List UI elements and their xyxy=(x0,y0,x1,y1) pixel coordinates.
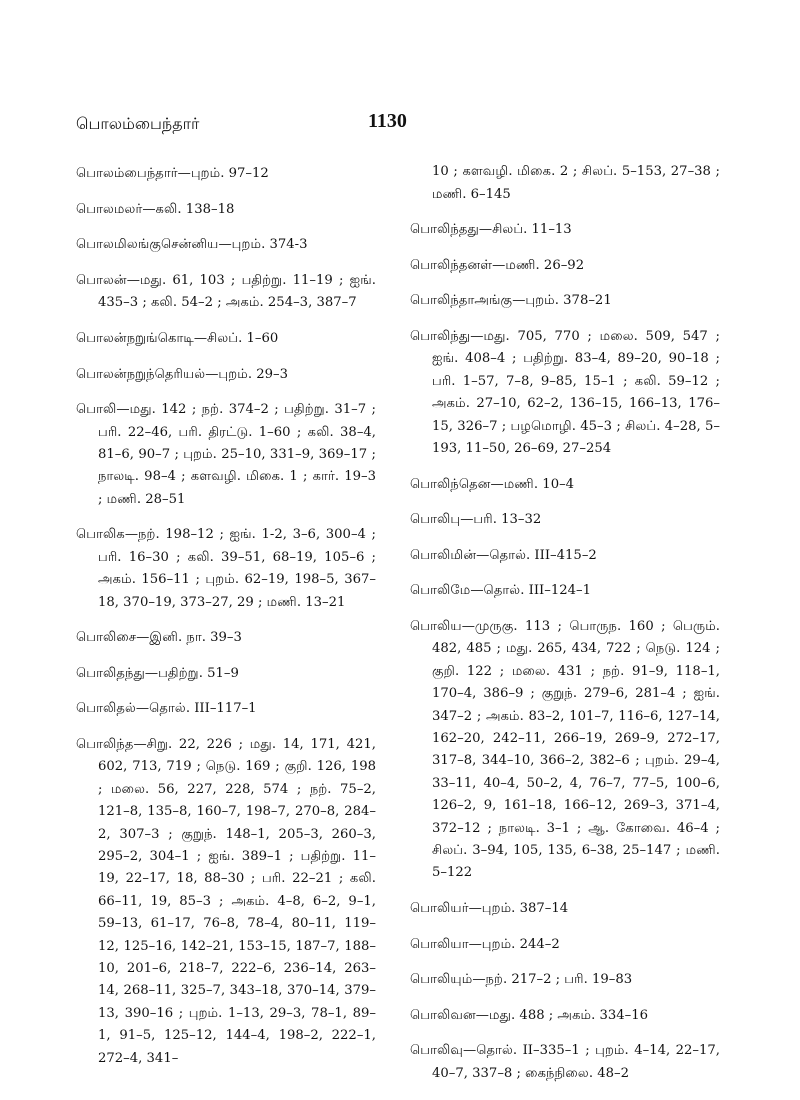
index-entry: பொலிந்தாஅங்கு—புறம். 378–21 xyxy=(410,293,612,309)
index-entry: பொலம்பைந்தார்—புறம். 97–12 xyxy=(76,166,269,182)
index-entry: பொலிதந்து—பதிற்று. 51–9 xyxy=(76,665,239,681)
page-header xyxy=(76,110,736,142)
index-entry: பொலிக—நற். 198–12 ; ஐங். 1-2, 3–6, 300–4 ; பரி. 16–30 ; கலி. 39–51, 68–19, 105–6 ; அகம். 156–11 ; புறம். 62–19, 198–5, 367–18, 370–19, 373–27, 29 ; மணி. 13–21 xyxy=(76,527,376,610)
index-entry: பொலிவு—தொல். II–335–1 ; புறம். 4–14, 22–17, 40–7, 337–8 ; கைந்நிலை. 48–2 xyxy=(410,1043,720,1081)
index-entry-continued: 10 ; களவழி. மிகை. 2 ; சிலப். 5–153, 27–38 ; மணி. 6–145 xyxy=(432,164,720,202)
index-entry: பொலிவன—மது. 488 ; அகம். 334–16 xyxy=(410,1007,649,1023)
index-entry: பொலிமின்—தொல். III–415–2 xyxy=(410,547,597,563)
index-entry: பொலிந்த—சிறு. 22, 226 ; மது. 14, 171, 421, 602, 713, 719 ; நெடு. 169 ; குறி. 126, 198 ; மலை. 56, 227, 228, 574 ; நற். 75–2, 121–8, 135–8, 160–7, 198–7, 270–8, 284–2, 307–3 ; குறுந். 148–1, 205–3, 260–3, 295–2, 304–1 ; ஐங். 389–1 ; பதிற்று. 11–19, 22–17, 18, 88–30 ; பரி. 22–21 ; கலி. 66–11, 19, 85–3 ; அகம். 4–8, 6–2, 9–1, 59–13, 61–17, 76–8, 78–4, 80–11, 119–12, 125–16, 142–21, 153–15, 187–7, 188–10, 201–6, 218–7, 222–6, 236–14, 263–14, 268–11, 325–7, 343–18, 370–14, 379–13, 390–16 ; புறம். 1–13, 29–3, 78–1, 89–1, 91–5, 125–12, 144–4, 198–2, 222–1, 272–4, 341– xyxy=(76,736,376,1066)
index-entry: பொலிந்தென—மணி. 10–4 xyxy=(410,476,575,492)
page-number: 1130 xyxy=(368,110,407,132)
left-column xyxy=(76,150,376,1078)
index-entry: பொலிமே—தொல். III–124–1 xyxy=(410,583,592,599)
running-head: பொலம்பைந்தார் xyxy=(76,114,200,133)
index-entry: பொலமலர்—கலி. 138–18 xyxy=(76,201,235,217)
index-entry: பொலன்நறுந்தெரியல்—புறம். 29–3 xyxy=(76,366,288,382)
index-entry: பொலிந்தது—சிலப். 11–13 xyxy=(410,222,572,238)
right-column xyxy=(410,148,720,1093)
index-entry: பொலிசை—இனி. நா. 39–3 xyxy=(76,630,242,646)
index-entry: பொலமிலங்குசென்னிய—புறம். 374-3 xyxy=(76,237,308,253)
index-entry: பொலி—மது. 142 ; நற். 374–2 ; பதிற்று. 31–7 ; பரி. 22–46, பரி. திரட்டு. 1–60 ; கலி. 38–4, 81–6, 90–7 ; புறம். 25–10, 331–9, 369–17 ; நாலடி. 98–4 ; களவழி. மிகை. 1 ; கார். 19–3 ; மணி. 28–51 xyxy=(76,402,376,507)
index-entry: பொலிந்தனள்—மணி. 26–92 xyxy=(410,257,585,273)
index-entry: பொலியும்—நற். 217–2 ; பரி. 19–83 xyxy=(410,972,633,988)
index-entry: பொலியர்—புறம். 387–14 xyxy=(410,901,569,917)
index-entry: பொலிய—முருகு. 113 ; பொருந. 160 ; பெரும். 482, 485 ; மது. 265, 434, 722 ; நெடு. 124 ; குறி. 122 ; மலை. 431 ; நற். 91–9, 118–1, 170–4, 386–9 ; குறுந். 279–6, 281–4 ; ஐங். 347–2 ; அகம். 83–2, 101–7, 116–6, 127–14, 162–20, 242–11, 266–19, 269–9, 272–17, 317–8, 344–10, 366–2, 382–6 ; புறம். 29–4, 33–11, 40–4, 50–2, 4, 76–7, 77–5, 100–6, 126–2, 9, 161–18, 166–12, 269–3, 371–4, 372–12 ; நாலடி. 3–1 ; ஆ. கோவை. 46–4 ; சிலப். 3–94, 105, 135, 6–38, 25–147 ; மணி. 5–122 xyxy=(410,618,720,881)
index-entry: பொலன்நறுங்கொடி—சிலப். 1–60 xyxy=(76,330,279,346)
index-entry: பொலிதல்—தொல். III–117–1 xyxy=(76,701,257,717)
index-entry: பொலிபு—பரி. 13–32 xyxy=(410,512,542,528)
index-entry: பொலியா—புறம். 244–2 xyxy=(410,936,560,952)
index-entry: பொலிந்து—மது. 705, 770 ; மலை. 509, 547 ; ஐங். 408–4 ; பதிற்று. 83–4, 89–20, 90–18 ; பரி. 1–57, 7–8, 9–85, 15–1 ; கலி. 59–12 ; அகம். 27–10, 62–2, 136–15, 166–13, 176–15, 326–7 ; பழமொழி. 45–3 ; சிலப். 4–28, 5–193, 11–50, 26–69, 27–254 xyxy=(410,328,720,456)
index-entry: பொலன்—மது. 61, 103 ; பதிற்று. 11–19 ; ஐங். 435–3 ; கலி. 54–2 ; அகம். 254–3, 387–7 xyxy=(76,272,376,311)
